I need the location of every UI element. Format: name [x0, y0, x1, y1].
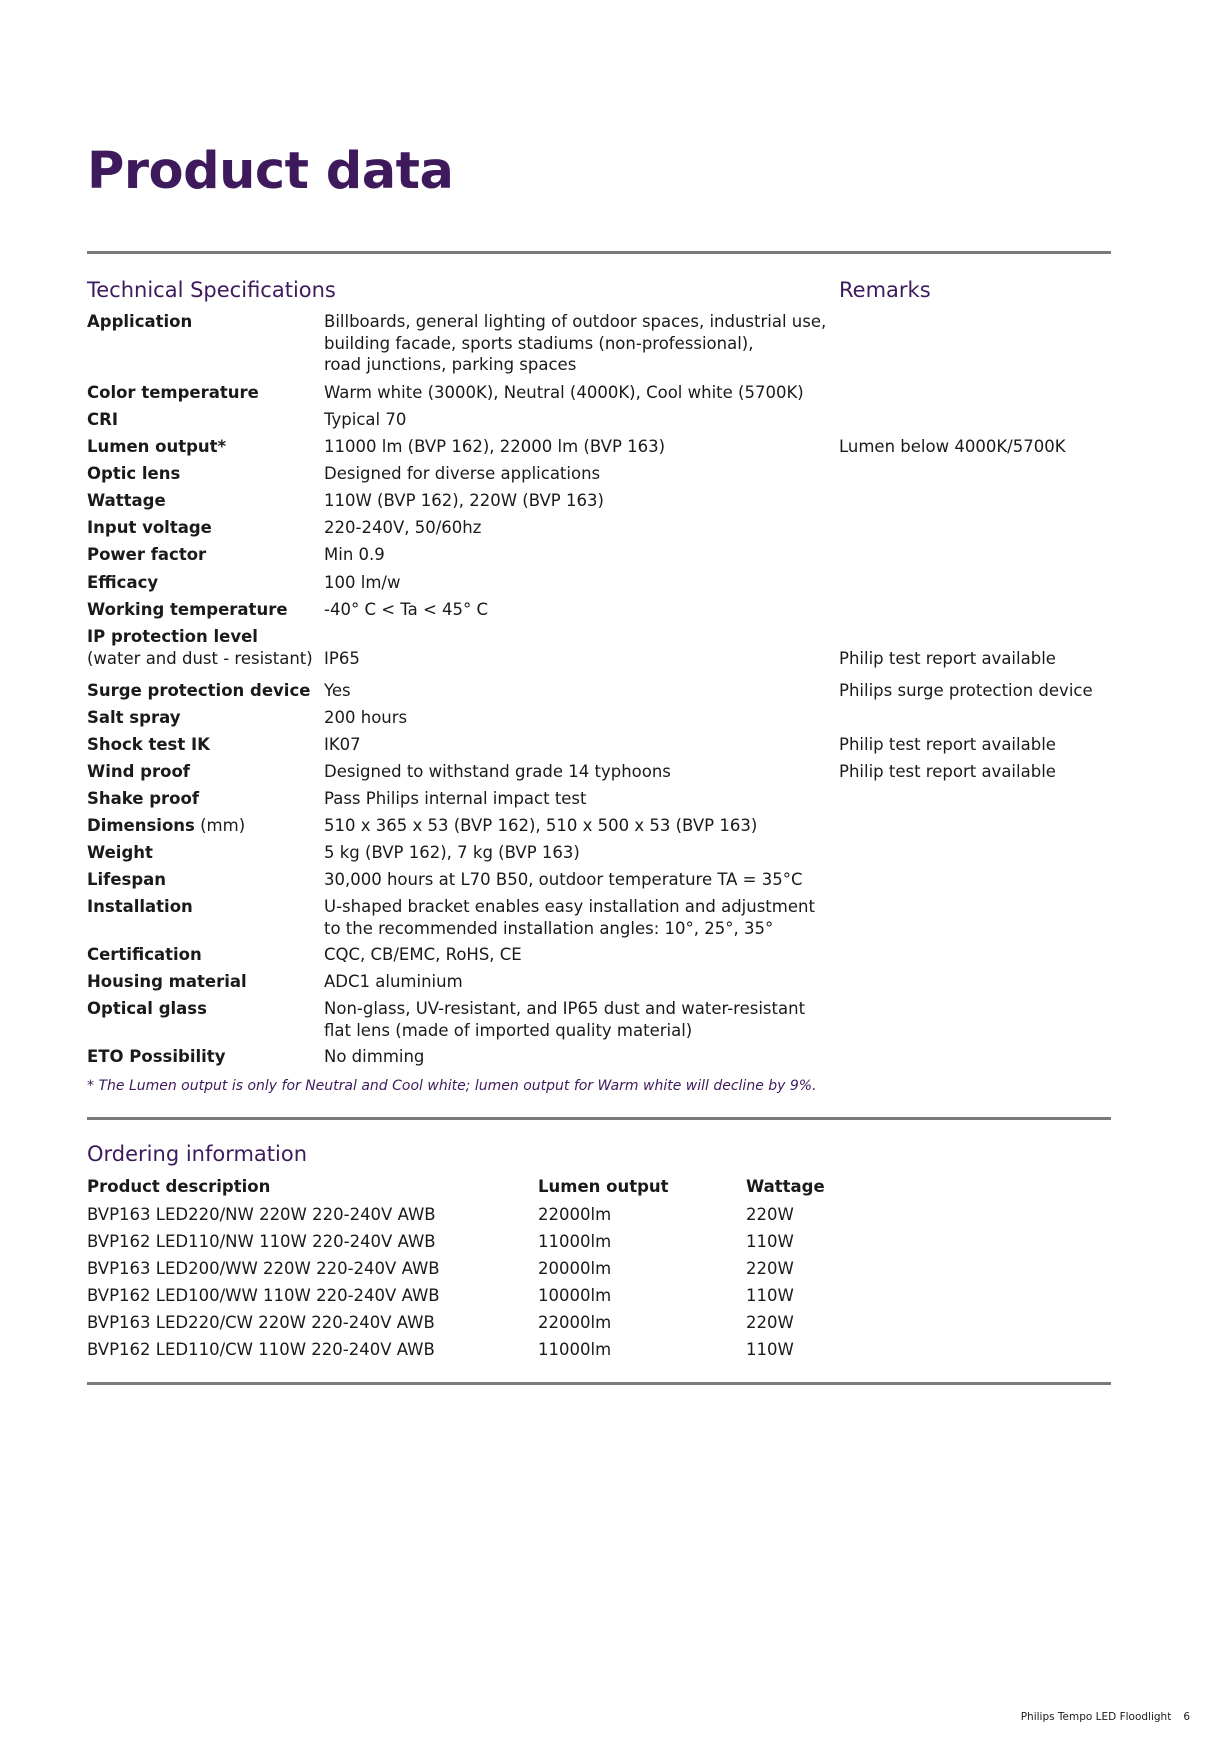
spec-value: [324, 409, 824, 431]
spec-label-text: Weight: [87, 843, 153, 862]
spec-value-line: 100 lm/w: [324, 573, 401, 592]
spec-label-text: Wind proof: [87, 762, 190, 781]
spec-value-line: Non-glass, UV-resistant, and IP65 dust and water-resistant: [324, 999, 806, 1018]
spec-label-text: Wattage: [87, 491, 166, 510]
spec-value-line: building facade, sports stadiums (non-professional),: [324, 333, 754, 353]
spec-remark: Philip test report available: [839, 648, 1056, 668]
spec-label: [87, 869, 322, 891]
spec-label: [87, 761, 322, 783]
spec-label-text: Optical glass: [87, 999, 207, 1018]
top-divider: [87, 251, 1111, 254]
spec-label: [87, 409, 322, 431]
spec-label: [87, 599, 322, 621]
col-lumen-output: Lumen output: [538, 1177, 669, 1196]
spec-label-text: Optic lens: [87, 464, 181, 483]
spec-remark: Philip test report available: [839, 735, 1056, 754]
ordering-row: [87, 1205, 1087, 1227]
spec-label-text: Input voltage: [87, 518, 212, 537]
spec-label-text: Certification: [87, 945, 202, 964]
spec-label: [87, 490, 322, 512]
ordering-header-row: [87, 1177, 1087, 1199]
spec-value: [324, 463, 824, 485]
spec-value-line: Warm white (3000K), Neutral (4000K), Cool white (5700K): [324, 383, 804, 402]
spec-value-line: Yes: [324, 681, 351, 700]
wattage-cell: 110W: [746, 1340, 794, 1359]
tech-specs-heading: Technical Specifications: [87, 278, 336, 302]
spec-label-text: Shock test IK: [87, 735, 210, 754]
footer-title: Philips Tempo LED Floodlight: [1020, 1711, 1172, 1723]
ordering-row: [87, 1286, 1087, 1308]
spec-label-text: ETO Possibility: [87, 1047, 226, 1066]
spec-remark: Philips surge protection device: [839, 681, 1093, 700]
spec-label-text: Lumen output*: [87, 437, 227, 456]
ordering-row: [87, 1232, 1087, 1254]
spec-value-line: Billboards, general lighting of outdoor spaces, industrial use,: [324, 312, 827, 331]
product-description-cell: BVP162 LED100/WW 110W 220-240V AWB: [87, 1286, 440, 1305]
spec-label: [87, 707, 322, 729]
spec-value-line: Pass Philips internal impact test: [324, 789, 587, 808]
page-number: 6: [1183, 1711, 1190, 1723]
spec-value-line: 30,000 hours at L70 B50, outdoor temperature TA = 35°C: [324, 870, 803, 889]
col-wattage: Wattage: [746, 1177, 825, 1196]
spec-value-line: road junctions, parking spaces: [324, 355, 577, 374]
ordering-row: [87, 1259, 1087, 1281]
wattage-cell: 110W: [746, 1286, 794, 1305]
product-description-cell: BVP163 LED220/CW 220W 220-240V AWB: [87, 1313, 435, 1332]
spec-value-line: 110W (BVP 162), 220W (BVP 163): [324, 491, 604, 510]
page-title: Product data: [87, 142, 454, 201]
spec-label: [87, 1046, 322, 1068]
spec-label: [87, 971, 322, 993]
spec-value: [324, 517, 824, 539]
spec-value-line: 510 x 365 x 53 (BVP 162), 510 x 500 x 53 (BVP 163): [324, 816, 758, 835]
spec-label-text: Color temperature: [87, 383, 259, 402]
spec-label-text: Shake proof: [87, 789, 200, 808]
spec-label: [87, 944, 322, 966]
spec-label-text: Housing material: [87, 972, 247, 991]
lumen-output-cell: 11000lm: [538, 1232, 612, 1251]
spec-value: [324, 680, 824, 702]
product-description-cell: BVP162 LED110/CW 110W 220-240V AWB: [87, 1340, 435, 1359]
spec-label-text: CRI: [87, 410, 118, 429]
spec-value: [324, 1046, 824, 1068]
ordering-row: [87, 1340, 1087, 1362]
spec-label: [87, 734, 322, 756]
spec-value-line: No dimming: [324, 1047, 425, 1066]
spec-label: [87, 896, 322, 918]
spec-label: [87, 544, 322, 566]
spec-value-line: U-shaped bracket enables easy installation and adjustment: [324, 897, 815, 916]
wattage-cell: 220W: [746, 1205, 794, 1224]
spec-label: [87, 788, 322, 810]
lumen-output-cell: 11000lm: [538, 1340, 612, 1359]
spec-value-line: 5 kg (BVP 162), 7 kg (BVP 163): [324, 843, 580, 862]
spec-value-line: ADC1 aluminium: [324, 972, 463, 991]
middle-divider: [87, 1117, 1111, 1120]
spec-value-line: 200 hours: [324, 708, 408, 727]
spec-value-line: -40° C < Ta < 45° C: [324, 600, 489, 619]
product-description-cell: BVP163 LED200/WW 220W 220-240V AWB: [87, 1259, 440, 1278]
spec-value: [324, 648, 824, 670]
col-product-description: Product description: [87, 1177, 271, 1196]
footnote: * The Lumen output is only for Neutral and Cool white; lumen output for Warm white will decline by 9%.: [87, 1078, 817, 1094]
product-description-cell: BVP163 LED220/NW 220W 220-240V AWB: [87, 1205, 436, 1224]
spec-value-line: to the recommended installation angles: 10°, 25°, 35°: [324, 918, 774, 938]
spec-label-subtext: (water and dust - resistant): [87, 648, 313, 668]
spec-label-text: Working temperature: [87, 600, 288, 619]
spec-value: [324, 544, 824, 566]
spec-value: [324, 869, 824, 891]
spec-value: [324, 815, 824, 837]
spec-value: [324, 490, 824, 512]
spec-value-line: IK07: [324, 735, 361, 754]
spec-value: [324, 761, 824, 783]
spec-value: [324, 382, 824, 404]
spec-label: [87, 626, 322, 669]
spec-label-text: Installation: [87, 897, 193, 916]
spec-label: [87, 382, 322, 404]
page-footer: [1021, 1711, 1190, 1723]
spec-value-line: flat lens (made of imported quality material): [324, 1020, 693, 1040]
spec-value: [324, 998, 824, 1041]
spec-value: [324, 734, 824, 756]
spec-value: [324, 788, 824, 810]
spec-label-text: Salt spray: [87, 708, 181, 727]
spec-label: [87, 815, 322, 837]
spec-remark: Lumen below 4000K/5700K: [839, 437, 1066, 456]
ordering-heading: Ordering information: [87, 1142, 308, 1166]
lumen-output-cell: 22000lm: [538, 1313, 612, 1332]
spec-label-text: Surge protection device: [87, 681, 311, 700]
spec-value-line: CQC, CB/EMC, RoHS, CE: [324, 945, 522, 964]
spec-label-text: IP protection level: [87, 627, 258, 646]
spec-value-line: Typical 70: [324, 410, 407, 429]
bottom-divider: [87, 1382, 1111, 1385]
spec-label: [87, 998, 322, 1020]
lumen-output-cell: 20000lm: [538, 1259, 612, 1278]
wattage-cell: 220W: [746, 1313, 794, 1332]
ordering-row: [87, 1313, 1087, 1335]
lumen-output-cell: 22000lm: [538, 1205, 612, 1224]
wattage-cell: 220W: [746, 1259, 794, 1278]
spec-label-text: Dimensions (mm): [87, 816, 246, 835]
spec-label: [87, 436, 322, 458]
spec-value: [324, 436, 824, 458]
spec-value: [324, 311, 827, 376]
spec-value: [324, 896, 824, 939]
wattage-cell: 110W: [746, 1232, 794, 1251]
product-description-cell: BVP162 LED110/NW 110W 220-240V AWB: [87, 1232, 436, 1251]
spec-value-line: Designed to withstand grade 14 typhoons: [324, 762, 671, 781]
spec-label-text: Efficacy: [87, 573, 159, 592]
spec-value: [324, 707, 824, 729]
spec-value-line: 220-240V, 50/60hz: [324, 518, 482, 537]
spec-label: [87, 680, 322, 702]
spec-value-line: Min 0.9: [324, 545, 385, 564]
lumen-output-cell: 10000lm: [538, 1286, 612, 1305]
spec-label-text: Lifespan: [87, 870, 167, 889]
spec-label: [87, 572, 322, 594]
spec-label: [87, 517, 322, 539]
spec-value: [324, 599, 824, 621]
spec-value: [324, 971, 824, 993]
spec-value-line: Designed for diverse applications: [324, 464, 601, 483]
remarks-heading: Remarks: [839, 278, 931, 302]
spec-label-text: Power factor: [87, 545, 207, 564]
spec-value-line: 11000 lm (BVP 162), 22000 lm (BVP 163): [324, 437, 666, 456]
spec-label-text: Application: [87, 312, 193, 331]
spec-label-unit: (mm): [194, 816, 246, 835]
spec-label: [87, 463, 322, 485]
spec-value: [324, 842, 824, 864]
spec-value-line: IP65: [324, 648, 360, 668]
spec-remark: Philip test report available: [839, 762, 1056, 781]
spec-label: [87, 842, 322, 864]
spec-value: [324, 944, 824, 966]
spec-value: [324, 572, 824, 594]
spec-label: [87, 311, 322, 333]
